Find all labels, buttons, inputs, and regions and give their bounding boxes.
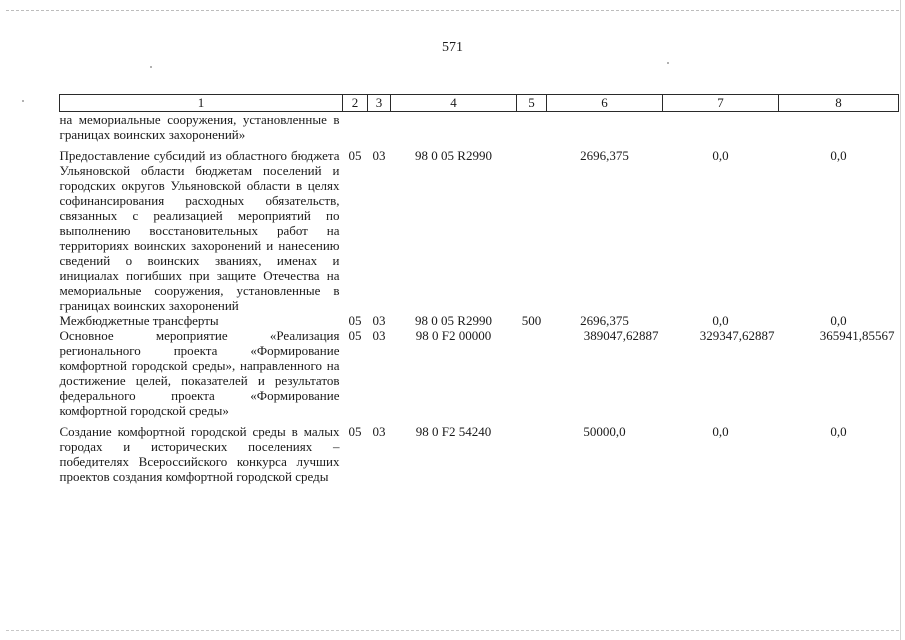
scan-speck bbox=[667, 62, 669, 64]
row-expense-type bbox=[517, 424, 547, 484]
table-row bbox=[60, 424, 899, 484]
table-row bbox=[60, 313, 899, 328]
row-name: Основное мероприятие «Реализация регионального проекта «Формирование комфортной городской среды», направленного на достижение целей, показателей и результатов федерального проекта «Формирование комфортной городской среды» bbox=[59, 328, 340, 418]
scan-edge-bottom bbox=[6, 630, 899, 631]
row-target-article: 98 0 F2 54240 bbox=[415, 424, 492, 439]
row-amount-1: 2696,375 bbox=[580, 148, 629, 163]
column-header: 1 bbox=[60, 95, 343, 112]
row-amount-1: 389047,62887 bbox=[583, 328, 659, 343]
row-section: 05 bbox=[348, 313, 362, 328]
row-amount-3: 0,0 bbox=[830, 313, 847, 328]
row-amount-3: 365941,85567 bbox=[819, 328, 895, 343]
row-amount-1: 2696,375 bbox=[580, 313, 629, 328]
row-amount-3: 0,0 bbox=[830, 424, 847, 439]
row-target-article bbox=[391, 112, 517, 149]
row-amount-2: 0,0 bbox=[712, 313, 729, 328]
scan-speck bbox=[22, 100, 24, 102]
scan-speck bbox=[150, 66, 152, 68]
row-name: на мемориальные сооружения, установленные в границах воинских захоронений» bbox=[59, 112, 340, 142]
row-expense-type: 500 bbox=[521, 313, 542, 328]
column-header: 3 bbox=[368, 95, 391, 112]
row-amount-2: 329347,62887 bbox=[699, 328, 775, 343]
scan-edge-top bbox=[6, 10, 899, 11]
column-header: 6 bbox=[547, 95, 663, 112]
row-name: Предоставление субсидий из областного бюджета Ульяновской области бюджетам поселений и городских округов Ульяновской области в целях софинансирования расходных обязательств, связанных с реализацией мероприятий по выполнению восстановительных работ на территориях воинских захоронений и нанесению сведений о воинских званиях, именах и инициалах погибших при защите Отечества на мемориальные сооружения, установленные в границах воинских захоронений bbox=[59, 148, 340, 313]
row-name: Межбюджетные трансферты bbox=[59, 313, 219, 328]
row-target-article: 98 0 F2 00000 bbox=[415, 328, 492, 343]
row-subsection: 03 bbox=[372, 313, 386, 328]
row-amount-2 bbox=[663, 112, 779, 149]
column-header: 7 bbox=[663, 95, 779, 112]
row-section bbox=[343, 112, 368, 149]
row-subsection: 03 bbox=[372, 148, 386, 163]
table-row bbox=[60, 328, 899, 424]
row-amount-1 bbox=[547, 112, 663, 149]
row-section: 05 bbox=[348, 328, 362, 343]
table-row bbox=[60, 148, 899, 313]
column-header: 2 bbox=[343, 95, 368, 112]
row-target-article: 98 0 05 R2990 bbox=[415, 148, 492, 163]
table-header-row bbox=[60, 95, 899, 112]
row-subsection: 03 bbox=[372, 424, 386, 439]
row-expense-type bbox=[517, 112, 547, 149]
row-subsection bbox=[368, 112, 391, 149]
page-number: 571 bbox=[442, 40, 463, 55]
row-amount-2: 0,0 bbox=[712, 148, 729, 163]
row-target-article: 98 0 05 R2990 bbox=[415, 313, 492, 328]
row-amount-3 bbox=[779, 112, 899, 149]
row-amount-3: 0,0 bbox=[830, 148, 847, 163]
row-expense-type bbox=[517, 148, 547, 313]
column-header: 5 bbox=[517, 95, 547, 112]
row-section: 05 bbox=[348, 148, 362, 163]
row-expense-type bbox=[517, 328, 547, 424]
row-amount-1: 50000,0 bbox=[583, 424, 626, 439]
column-header: 8 bbox=[779, 95, 899, 112]
scan-edge-right bbox=[900, 0, 901, 640]
budget-table bbox=[59, 94, 899, 484]
column-header: 4 bbox=[391, 95, 517, 112]
row-subsection: 03 bbox=[372, 328, 386, 343]
row-amount-2: 0,0 bbox=[712, 424, 729, 439]
table-row bbox=[60, 112, 899, 149]
row-name: Создание комфортной городской среды в малых городах и исторических поселениях – победителях Всероссийского конкурса лучших проектов создания комфортной городской среды bbox=[59, 424, 340, 484]
row-section: 05 bbox=[348, 424, 362, 439]
